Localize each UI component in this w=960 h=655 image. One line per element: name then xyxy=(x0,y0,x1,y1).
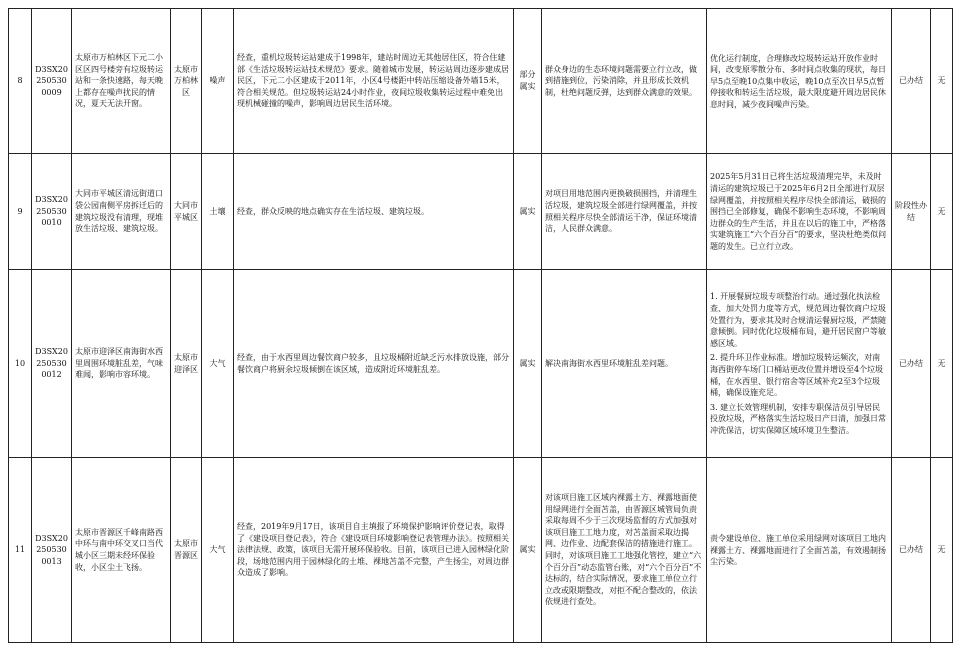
table-row xyxy=(9,270,953,458)
row-number: 8 xyxy=(9,9,32,154)
district: 太原市万柏林区 xyxy=(171,9,202,154)
rectification-measures xyxy=(707,458,892,643)
investigation-findings: 经查，重机垃圾转运站建成于1998年，建站时周边无其他居住区，符合住建部《生活垃圾转运站技术规范》要求。随着城市发展，转运站周边逐步建成居民区，下元二小区建成于2011年，小区4号楼距中转站压缩设备外墙15米，符合相关规范。但垃圾转运站24小时作业，夜间垃圾收集转运过程中难免出现机械碰撞的噪声，影响周边居民生活环境。 xyxy=(234,9,514,154)
completion-status: 已办结 xyxy=(892,270,931,458)
investigation-findings: 经查，由于水西里周边餐饮商户较多，且垃圾桶附近缺乏污水排放设施，部分餐饮商户将厨余垃圾倾倒在该区域，造成附近环境脏乱差。 xyxy=(234,270,514,458)
measure-item: 3. 建立长效管理机制，安排专职保洁员引导居民投放垃圾，严格落实生活垃圾日产日清，加强日常冲洗保洁，切实保障区域环境卫生整洁。 xyxy=(710,402,886,435)
rectification-requirement: 群众身边的生态环境问题需要立行立改，做到措施到位，污染消除，并且形成长效机制，杜绝问题反弹，达到群众满意的效果。 xyxy=(542,9,707,154)
complaint-content: 大同市平城区清远街道口袋公园南侧平房拆迁后的建筑垃圾没有清理，现堆放生活垃圾、建筑垃圾。 xyxy=(72,154,171,270)
district: 大同市平城区 xyxy=(171,154,202,270)
measure-item: 2. 提升环卫作业标准。增加垃圾转运频次，对南海西街停车场门口桶站更改位置并增设至4个垃圾桶，在水西里、银行宿舍等区域补充2至3个垃圾桶，确保设施充足。 xyxy=(710,353,884,398)
rectification-requirement: 对项目用地范围内更换破损围挡，并清理生活垃圾，建筑垃圾全部进行绿网覆盖，并按照相关程序尽快全部清运干净，保证环境清洁，人民群众满意。 xyxy=(542,154,707,270)
district: 太原市迎泽区 xyxy=(171,270,202,458)
rectification-measures xyxy=(707,154,892,270)
case-code: D3SX202505300013 xyxy=(32,458,72,643)
row-number: 9 xyxy=(9,154,32,270)
rectification-measures xyxy=(707,9,892,154)
complaint-content: 太原市万柏林区下元二小区区四号楼旁有垃圾转运站和一条快速路，每天晚上都存在噪声扰民的情况，夏天无法开窗。 xyxy=(72,9,171,154)
row-number: 11 xyxy=(9,458,32,643)
accountability: 无 xyxy=(931,154,953,270)
measure-item: 优化运行制度，合理修改垃圾转运站开放作业时间，改变原零散分布、多时间点收集的现状，每日早5点至晚10点集中收运，晚10点至次日早5点暂停接收和转运生活垃圾，最大限度避开周边居民休息时间，减少夜间噪声污染。 xyxy=(710,53,886,109)
pollution-type: 大气 xyxy=(202,458,234,643)
table-row xyxy=(9,9,953,154)
pollution-type: 土壤 xyxy=(202,154,234,270)
completion-status: 已办结 xyxy=(892,458,931,643)
pollution-type: 大气 xyxy=(202,270,234,458)
table-row xyxy=(9,154,953,270)
complaint-table xyxy=(8,8,953,643)
pollution-type: 噪声 xyxy=(202,9,234,154)
measure-item: 1. 开展餐厨垃圾专项整治行动。通过强化执法检查、加大处罚力度等方式，规范周边餐饮商户垃圾处置行为，要求其及时合规清运餐厨垃圾，严禁随意倾倒。同时优化垃圾桶布局，避开居民窗户等敏感区域。 xyxy=(710,292,886,348)
rectification-requirement: 对该项目施工区域内裸露土方、裸露地面使用绿网进行全面苫盖，由晋源区城管局负责采取每周不少于三次现场监督的方式加强对该项目施工工地力度，对苫盖面采取边揭网、边作业、边配套保洁的措施进行施工。同时，对该项目施工工地强化管控，建立“六个百分百”动态监管台账，对“六个百分百”不达标的，结合实际情况，要求施工单位立行立改或限期整改，对拒不配合整改的，依法依规进行查处。 xyxy=(542,458,707,643)
verdict: 部分属实 xyxy=(514,9,542,154)
accountability: 无 xyxy=(931,458,953,643)
verdict: 属实 xyxy=(514,458,542,643)
accountability: 无 xyxy=(931,270,953,458)
investigation-findings: 经查，2019年9月17日，该项目自主填报了环境保护影响评价登记表，取得了《建设项目登记表》，符合《建设项目环境影响登记表管理办法》。按照相关法律法规、政策，该项目无需开展环保验收。目前，该项目已进入园林绿化阶段，场地范围内用于园林绿化的土堆、裸地苫盖不完整，产生扬尘，对周边群众造成了影响。 xyxy=(234,458,514,643)
measure-item: 2025年5月31日已将生活垃圾清理完毕，未及时清运的建筑垃圾已于2025年6月2日全部进行双层绿网覆盖，并按照相关程序尽快全部清运，破损的围挡已全部修复，确保不影响生态环境，不影响周边群众的生产生活，并且在以后的施工中，严格落实建筑施工“六个百分百”的要求，坚决杜绝类似问题的发生。已立行立改。 xyxy=(710,172,887,251)
investigation-findings: 经查，群众反映的地点确实存在生活垃圾、建筑垃圾。 xyxy=(234,154,514,270)
case-code: D3SX202505300012 xyxy=(32,270,72,458)
complaint-content: 太原市迎泽区南海街水西里周围环境脏乱差，气味难闻，影响市容环境。 xyxy=(72,270,171,458)
case-code: D3SX202505300009 xyxy=(32,9,72,154)
measure-item: 责令建设单位、施工单位采用绿网对该项目工地内裸露土方、裸露地面进行了全面苫盖，有效遏制扬尘污染。 xyxy=(710,534,886,567)
accountability: 无 xyxy=(931,9,953,154)
table-row xyxy=(9,458,953,643)
district: 太原市晋源区 xyxy=(171,458,202,643)
rectification-requirement: 解决南海街水西里环境脏乱差问题。 xyxy=(542,270,707,458)
completion-status: 已办结 xyxy=(892,9,931,154)
verdict: 属实 xyxy=(514,270,542,458)
case-code: D3SX202505300010 xyxy=(32,154,72,270)
completion-status: 阶段性办结 xyxy=(892,154,931,270)
row-number: 10 xyxy=(9,270,32,458)
verdict: 属实 xyxy=(514,154,542,270)
complaint-content: 太原市晋源区千峰南路西中环与南中环交叉口当代城小区三期未经环保验收，小区尘土飞扬。 xyxy=(72,458,171,643)
rectification-measures xyxy=(707,270,892,458)
